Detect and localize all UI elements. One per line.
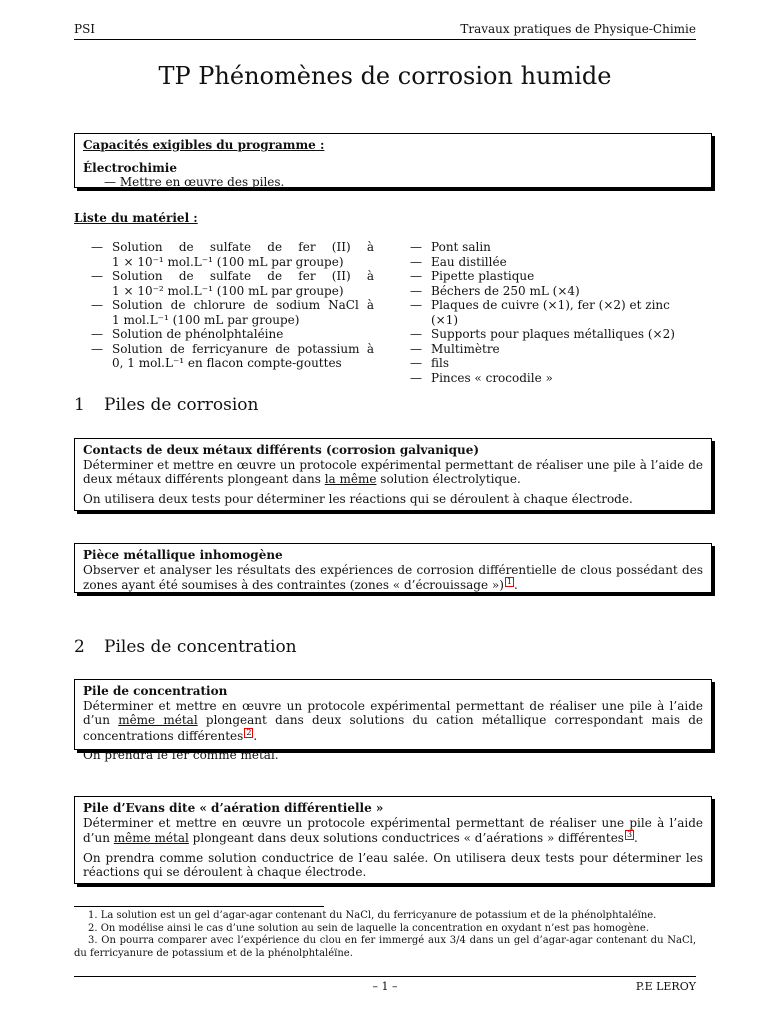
section-heading-2	[74, 637, 297, 657]
list-dash: —	[91, 269, 103, 283]
list-dash: —	[410, 298, 422, 312]
box-paragraph: On utilisera deux tests pour déterminer les réactions qui se déroulent à chaque électrode.	[83, 491, 633, 506]
list-dash: —	[104, 175, 116, 189]
paragraph-text: Déterminer et mettre en œuvre un protocole expérimental permettant de réaliser une pile à l’aide d’un	[83, 698, 703, 727]
paragraph-text: plongeant dans deux solutions conductrices « d’aérations » différentes	[188, 831, 624, 845]
list-dash: —	[91, 327, 103, 341]
paragraph-text: .	[514, 578, 518, 592]
paragraph-text: .	[253, 728, 258, 743]
underlined-text: la même	[324, 472, 377, 486]
list-dash: —	[410, 341, 422, 356]
paragraph-text: solution électrolytique.	[376, 472, 521, 486]
list-item	[393, 269, 696, 284]
list-dash: —	[410, 269, 422, 283]
paragraph-text: Déterminer et mettre en œuvre un protocole expérimental permettant de réaliser une pile à l’aide d’un	[83, 815, 703, 845]
list-dash: —	[410, 240, 422, 254]
list-item	[393, 356, 696, 371]
list-dash: —	[91, 240, 103, 254]
footnotes	[74, 910, 696, 960]
footnote-ref-link[interactable]: 2	[246, 727, 252, 737]
list-item	[393, 371, 696, 386]
capacites-item-text: Mettre en œuvre des piles.	[119, 175, 285, 189]
list-dash: —	[410, 370, 422, 385]
list-item-text: fils	[431, 356, 449, 370]
list-item	[74, 342, 374, 371]
box-title: Contacts de deux métaux différents (corrosion galvanique)	[83, 443, 480, 457]
list-item	[74, 298, 374, 327]
box-corrosion-galvanique	[74, 438, 712, 511]
box-paragraph	[83, 563, 703, 593]
list-dash: —	[410, 283, 422, 298]
underlined-text: même métal	[118, 713, 198, 727]
list-item-line1: Solution de phénolphtaléine	[112, 327, 284, 341]
list-item-line2: 1 × 10⁻² mol.L⁻¹ (100 mL par groupe)	[112, 283, 344, 298]
list-item-line1: Solution de chlorure de sodium NaCl à	[112, 298, 374, 312]
capacites-item	[83, 175, 703, 190]
list-item-text: Pinces « crocodile »	[431, 370, 553, 385]
list-item	[74, 269, 374, 298]
box-paragraph: On prendra comme solution conductrice de l’eau salée. On utilisera deux tests pour déterminer les réactions qui se déroulent à chaque électrode.	[83, 850, 703, 879]
list-item	[393, 255, 696, 270]
list-item-line2: 1 × 10⁻¹ mol.L⁻¹ (100 mL par groupe)	[112, 254, 344, 269]
footnote-ref-link[interactable]: 3	[626, 830, 633, 839]
section-title: Piles de corrosion	[104, 395, 259, 415]
materiel-right-list	[393, 240, 696, 385]
list-item-line1: Solution de sulfate de fer (II) à	[112, 269, 374, 283]
box-title: Pile de concentration	[83, 684, 228, 698]
author: P.E LEROY	[635, 980, 696, 993]
list-dash: —	[91, 298, 103, 312]
footer-rule	[74, 976, 696, 977]
box-paragraph	[83, 816, 703, 846]
list-item	[393, 342, 696, 357]
paragraph-text: .	[634, 831, 638, 845]
list-item-text: Pont salin	[431, 240, 491, 254]
list-item	[74, 327, 374, 342]
header-right: Travaux pratiques de Physique-Chimie	[460, 22, 696, 36]
box-paragraph	[83, 458, 703, 487]
footnote: 1. La solution est un gel d’agar-agar contenant du NaCl, du ferricyanure de potassium et de la phénolphtaléïne.	[88, 910, 657, 921]
underlined-text: même métal	[113, 831, 189, 845]
box-title: Pile d’Evans dite « d’aération différentielle »	[83, 801, 384, 815]
capacites-subtitle: Électrochimie	[83, 160, 177, 175]
list-item	[74, 240, 374, 269]
footnote-rule	[74, 906, 324, 907]
running-header	[74, 22, 696, 36]
list-item-text: Pipette plastique	[431, 269, 535, 283]
list-item-text: Plaques de cuivre (×1), fer (×2) et zinc (×1)	[431, 298, 670, 327]
capacites-title: Capacités exigibles du programme :	[83, 138, 325, 152]
materiel-left-list	[74, 240, 374, 371]
list-item	[393, 327, 696, 342]
paragraph-text: plongeant dans deux solutions du cation métallique correspondant mais de concentrations différentes	[83, 713, 703, 743]
section-heading-1	[74, 395, 258, 415]
box-pile-concentration	[74, 679, 712, 762]
header-left: PSI	[74, 22, 96, 36]
list-item-text: Béchers de 250 mL (×4)	[431, 283, 580, 298]
paragraph-text: Déterminer et mettre en œuvre un protocole expérimental permettant de réaliser une pile à l’aide de deux métaux différents plongeant dans	[83, 457, 703, 486]
materiel-title: Liste du matériel :	[74, 211, 198, 225]
list-item-line2: 0, 1 mol.L⁻¹ en flacon compte-gouttes	[112, 356, 342, 370]
section-number: 1	[74, 395, 85, 415]
box-paragraph	[83, 699, 703, 744]
list-dash: —	[91, 341, 103, 356]
page-title: TP Phénomènes de corrosion humide	[158, 62, 612, 90]
list-item-line1: Solution de sulfate de fer (II) à	[112, 240, 374, 254]
paragraph-text: Observer et analyser les résultats des expériences de corrosion différentielle de clous possédant des zones ayant été soumises à des contraintes (zones « d’écrouissage »)	[83, 562, 703, 592]
box-piece-inhomogene	[74, 543, 712, 593]
list-item-line1: Solution de ferricyanure de potassium à	[112, 341, 374, 356]
list-item-text: Eau distillée	[431, 254, 507, 269]
header-rule	[74, 39, 696, 40]
list-dash: —	[410, 254, 422, 269]
capacites-box	[74, 133, 712, 188]
document-page	[74, 0, 703, 1024]
list-item-line2: 1 mol.L⁻¹ (100 mL par groupe)	[112, 312, 300, 327]
list-item	[393, 240, 696, 255]
list-dash: —	[410, 356, 422, 370]
list-item	[393, 284, 696, 299]
list-item-text: Multimètre	[431, 341, 500, 356]
section-number: 2	[74, 637, 85, 657]
list-item-text: Supports pour plaques métalliques (×2)	[431, 327, 675, 341]
page-number: – 1 –	[372, 980, 398, 993]
box-paragraph: On prendra le fer comme métal.	[83, 748, 279, 762]
section-title: Piles de concentration	[104, 637, 297, 657]
footnote: 3. On pourra comparer avec l’expérience du clou en fer immergé aux 3/4 dans un gel d’agar-agar contenant du NaCl, du ferricyanure de potassium et de la phénolphtaléïne.	[74, 935, 696, 959]
list-dash: —	[410, 327, 422, 341]
box-pile-evans	[74, 796, 712, 884]
box-title: Pièce métallique inhomogène	[83, 548, 283, 562]
footnote: 2. On modélise ainsi le cas d’une solution au sein de laquelle la concentration en oxydant n’est pas homogène.	[88, 922, 650, 934]
footnote-ref-link[interactable]: 1	[506, 577, 512, 586]
list-item	[393, 298, 696, 327]
